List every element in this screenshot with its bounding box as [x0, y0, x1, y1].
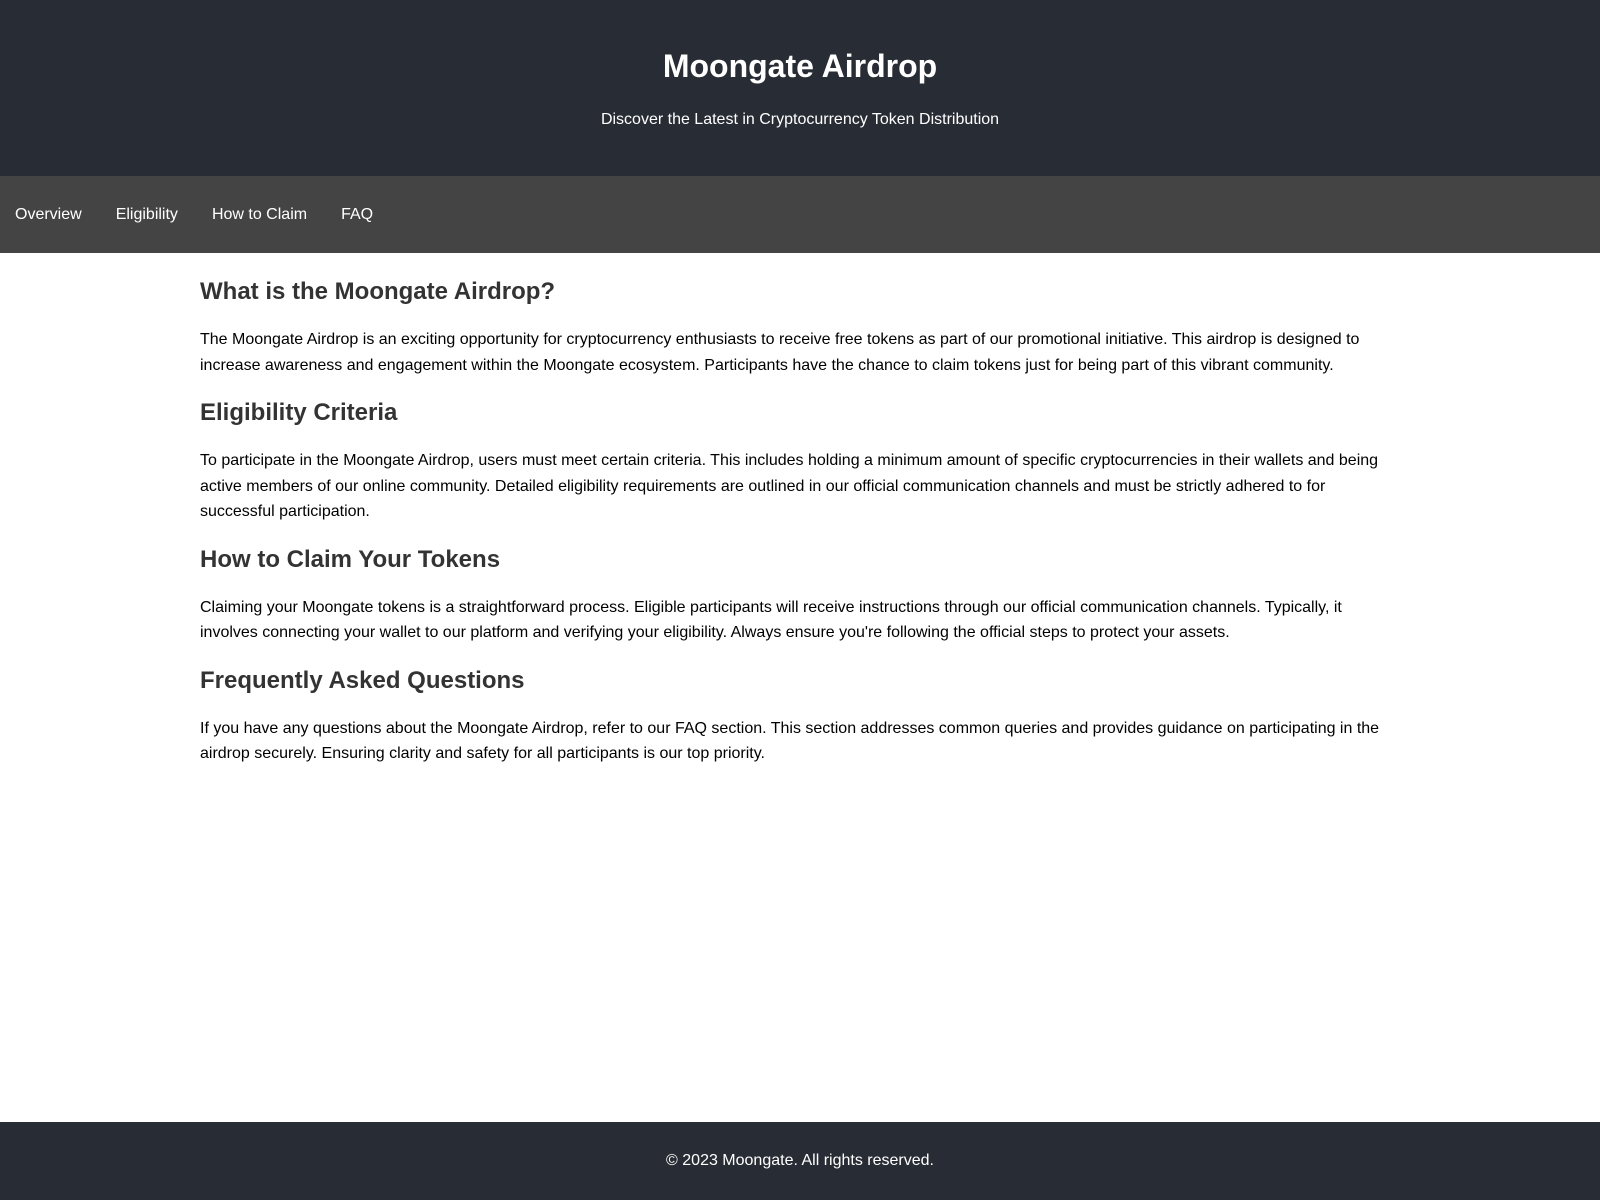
section-overview	[200, 277, 1400, 378]
section-body: The Moongate Airdrop is an exciting opportunity for cryptocurrency enthusiasts to receive free tokens as part of our promotional initiative. This airdrop is designed to increase awareness and engagement within the Moongate ecosystem. Participants have the chance to claim tokens just for being part of this vibrant community.	[200, 331, 1360, 374]
section-heading: Frequently Asked Questions	[200, 666, 525, 694]
site-header	[0, 0, 1600, 176]
section-eligibility	[200, 378, 1400, 525]
section-body: To participate in the Moongate Airdrop, users must meet certain criteria. This includes holding a minimum amount of specific cryptocurrencies in their wallets and being active members of our online community. Detailed eligibility requirements are outlined in our official communication channels and must be strictly adhered to for successful participation.	[200, 452, 1379, 520]
section-heading: Eligibility Criteria	[200, 399, 398, 426]
site-footer	[0, 1122, 1600, 1200]
site-subtitle: Discover the Latest in Cryptocurrency Token Distribution	[600, 111, 1000, 128]
section-body: Claiming your Moongate tokens is a straightforward process. Eligible participants will receive instructions through our official communication channels. Typically, it involves connecting your wallet to our platform and verifying your eligibility. Always ensure you're following the official steps to protect your assets.	[200, 598, 1342, 641]
site-title: Moongate Airdrop	[662, 48, 938, 84]
section-faq	[200, 646, 1400, 767]
section-heading: How to Claim Your Tokens	[200, 545, 501, 573]
nav-link-how-to-claim[interactable]: How to Claim	[211, 205, 308, 223]
section-heading: What is the Moongate Airdrop?	[200, 278, 556, 305]
nav-link-eligibility[interactable]: Eligibility	[115, 205, 178, 223]
section-body: If you have any questions about the Moongate Airdrop, refer to our FAQ section. This section addresses common queries and provides guidance on participating in the airdrop securely. Ensuring clarity and safety for all participants is our top priority.	[200, 719, 1380, 762]
nav-link-faq[interactable]: FAQ	[341, 205, 374, 223]
section-how-to-claim	[200, 525, 1400, 646]
copyright-text: © 2023 Moongate. All rights reserved.	[666, 1152, 934, 1169]
nav-link-overview[interactable]: Overview	[15, 205, 82, 223]
main-content	[200, 253, 1400, 767]
main-nav	[0, 176, 1600, 253]
